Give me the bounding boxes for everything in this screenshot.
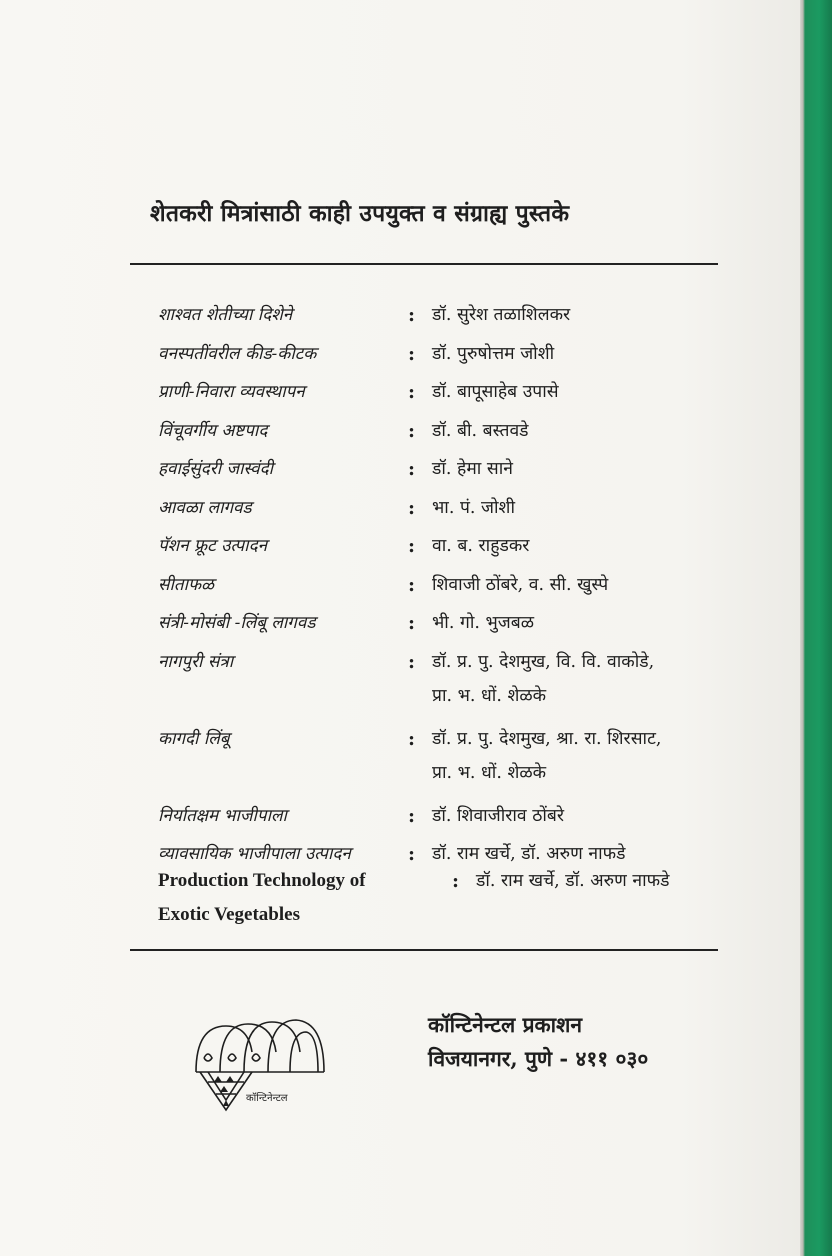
page-heading: शेतकरी मित्रांसाठी काही उपयुक्त व संग्राह्य पुस्तके <box>150 200 570 227</box>
book-author <box>432 375 559 409</box>
separator-colon: : <box>408 496 416 519</box>
book-title: शाश्वत शेतीच्या दिशेने <box>158 305 293 325</box>
book-title: वनस्पतींवरील कीड-कीटक <box>158 343 317 364</box>
book-author-line: प्रा. भ. धों. शेळके <box>432 762 547 783</box>
separator-colon: : <box>452 870 460 892</box>
book-author-line: डॉ. बापूसाहेब उपासे <box>432 382 559 402</box>
book-author <box>432 337 554 371</box>
top-divider <box>130 263 718 265</box>
book-author <box>432 645 654 713</box>
separator-colon: : <box>408 573 416 596</box>
book-author <box>432 568 608 602</box>
book-title: सीताफळ <box>158 574 215 595</box>
book-title: प्राणी-निवारा व्यवस्थापन <box>158 382 305 402</box>
book-title: नागपुरी संत्रा <box>158 651 234 672</box>
book-author-line: प्रा. भ. धों. शेळके <box>432 685 547 706</box>
book-title: निर्यातक्षम भाजीपाला <box>158 805 287 826</box>
separator-colon: : <box>408 304 416 326</box>
separator-colon: : <box>408 381 416 403</box>
book-spine <box>800 0 832 1256</box>
book-title: कागदी लिंबू <box>158 728 230 749</box>
book-author-line: डॉ. हेमा साने <box>432 459 513 479</box>
book-author <box>432 529 529 563</box>
logo-caption: कॉन्टिनेन्टल <box>246 1093 288 1104</box>
book-author <box>432 298 570 332</box>
book-author-line: शिवाजी ठोंबरे, व. सी. खुस्पे <box>432 574 609 595</box>
book-author <box>432 452 513 486</box>
book-author-line: भी. गो. भुजबळ <box>432 613 535 633</box>
publisher-block <box>428 1008 648 1076</box>
book-author-line: डॉ. शिवाजीराव ठोंबरे <box>432 805 565 826</box>
book-title: संत्री-मोसंबी -लिंबू लागवड <box>158 613 316 633</box>
separator-colon: : <box>408 650 416 673</box>
book-author-line: वा. ब. राहुडकर <box>432 536 530 556</box>
book-author-line: डॉ. राम खर्चे, डॉ. अरुण नाफडे <box>432 844 626 864</box>
book-title-line2: Exotic Vegetables <box>158 904 300 925</box>
book-author: डॉ. राम खर्चे, डॉ. अरुण नाफडे <box>476 871 670 891</box>
book-author-line: भा. पं. जोशी <box>432 497 515 518</box>
book-title-line1: Production Technology of <box>158 870 366 891</box>
separator-colon: : <box>408 843 416 865</box>
book-author-line: डॉ. बी. बस्तवडे <box>432 420 529 441</box>
book-author-line: डॉ. प्र. पु. देशमुख, वि. वि. वाकोडे, <box>432 651 655 672</box>
book-title: आवळा लागवड <box>158 497 252 518</box>
book-title: व्यावसायिक भाजीपाला उत्पादन <box>158 844 351 864</box>
separator-colon: : <box>408 535 416 557</box>
book-author <box>432 414 529 448</box>
separator-colon: : <box>408 727 416 750</box>
separator-colon: : <box>408 458 416 480</box>
separator-colon: : <box>408 342 416 365</box>
book-title: हवाईसुंदरी जास्वंदी <box>158 459 274 479</box>
publisher-name: कॉन्टिनेन्टल प्रकाशन <box>428 1012 583 1037</box>
book-author-line: डॉ. प्र. पु. देशमुख, श्रा. रा. शिरसाट, <box>432 728 662 749</box>
book-author-line: डॉ. सुरेश तळाशिलकर <box>432 305 571 325</box>
separator-colon: : <box>408 612 416 634</box>
book-title <box>158 864 366 932</box>
book-title: पॅशन फ्रूट उत्पादन <box>158 536 268 556</box>
book-author <box>432 606 534 640</box>
separator-colon: : <box>408 804 416 827</box>
bottom-divider <box>130 949 718 951</box>
book-title: विंचूवर्गीय अष्टपाद <box>158 420 268 441</box>
book-author <box>432 799 564 833</box>
book-author-line: डॉ. पुरुषोत्तम जोशी <box>432 343 555 364</box>
publisher-address: विजयानगर, पुणे - ४११ ०३० <box>428 1046 649 1071</box>
book-author <box>432 722 661 790</box>
book-author <box>432 491 515 525</box>
separator-colon: : <box>408 419 416 442</box>
